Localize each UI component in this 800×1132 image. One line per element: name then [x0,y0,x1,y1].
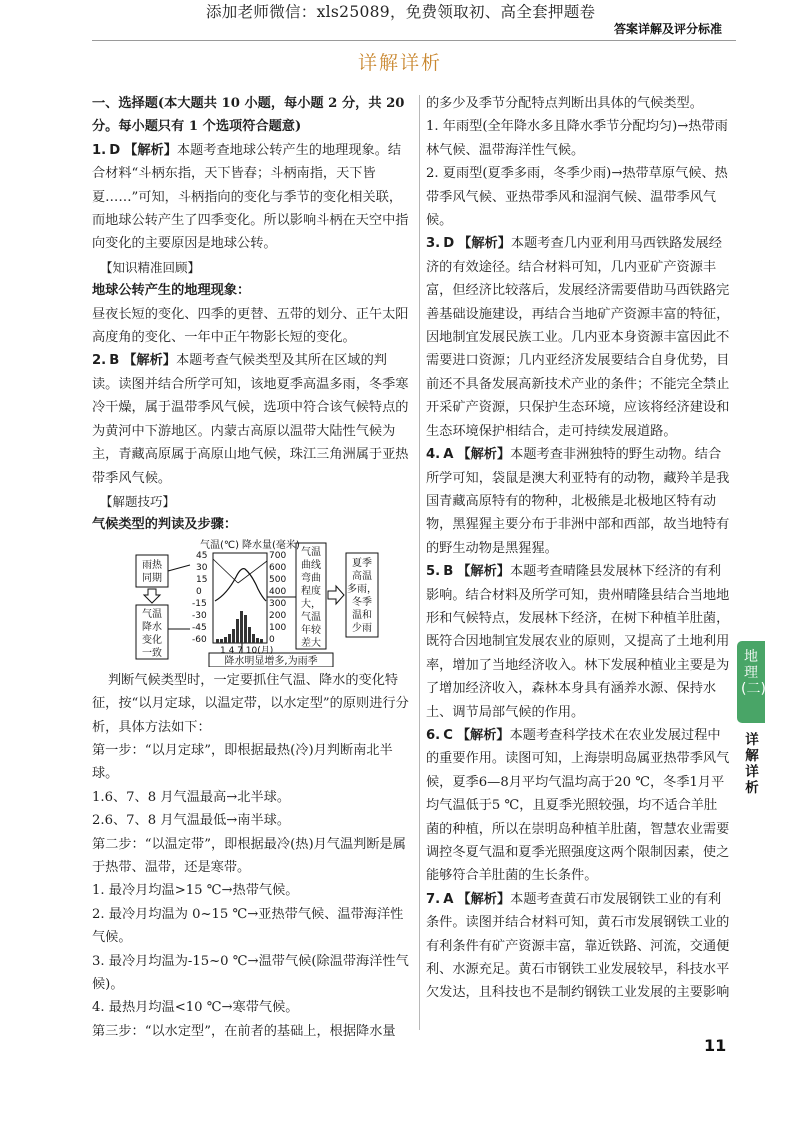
analysis-text: 本题考查地球公转产生的地理现象。结合材料“斗柄东指，天下皆春；斗柄南指，天下皆夏……”可知，斗柄指向的变化与季节的变化相关联，而地球公转产生了四季变化。所以影响斗柄在天空中指向变化的主要原因是地球公转。 [92,142,409,252]
analysis-tag: 【解析】 [458,236,511,252]
right-box-line: 少雨 [352,622,372,634]
right-column [426,92,730,1005]
temperature-axis-label: 气温(℃) [200,539,240,551]
left-box-2-line: 变化 [142,634,162,646]
analysis-text: 本题考查非洲独特的野生动物。结合所学可知，袋鼠是澳大利亚特有的动物，藏羚羊是我国青藏高原特有的物种，北极熊是北极地区特有动物，黑猩猩主要分布于非洲中部和西部，故当地特有的野生动物是黑猩猩。 [426,447,730,556]
mid-box-line: 年较 [301,624,321,636]
temp-tick: 0 [196,586,202,597]
precip-tick: 0 [269,634,275,645]
knowledge-text: 昼夜长短的变化、四季的更替、五带的划分、正午太阳高度角的变化、一年中正午物影长短的变化。 [92,306,409,346]
precip-tick: 100 [269,622,287,633]
rainy-season-label: 降水明显增多,为雨季 [224,655,318,667]
step-2: 第二步：“以温定带”，即根据最冷(热)月气温判断是属于热带、温带，还是寒带。 [92,836,406,875]
question-6 [426,724,730,888]
left-box-2-line: 气温 [142,608,162,620]
knowledge-title: 地球公转产生的地理现象： [92,283,251,299]
precip-tick: 500 [269,574,287,585]
answer-letter: A [443,891,454,907]
analysis-tag: 【解析】 [456,727,510,743]
question-2 [92,349,413,489]
temp-tick: 30 [196,562,208,573]
temp-tick: -60 [192,634,207,645]
subject-tab-label: 地理(二) [741,649,766,697]
rain-type-item: 1. 年雨型(全年降水多且降水季节分配均匀)→热带雨林气候、温带海洋性气候。 [426,119,728,158]
method-paragraph: 判断气候类型时，一定要抓住气温、降水的变化特征，按“以月定球，以温定带，以水定型”的原则进行分析，具体方法如下： [92,672,409,735]
mid-box-line: 气温 [301,611,321,623]
question-3 [426,232,730,443]
right-box-line: 高温 [352,570,372,582]
step-2-item: 3. 最冷月均温为-15~0 ℃→温带气候(除温带海洋性气候)。 [92,953,409,992]
answer-letter: D [109,142,121,158]
analysis-text: 本题考查黄石市发展钢铁工业的有利条件。读图并结合材料可知，黄石市发展钢铁工业的有利条件有矿产资源丰富，靠近铁路、河流，交通便利、水源充足。黄石市钢铁工业发展较早，科技水平欠发达，且科技也不是制约钢铁工业发展的主要影响 [426,891,730,1001]
continued-text: 的多少及季节分配特点判断出具体的气候类型。 [426,96,703,111]
right-box-line: 夏季 [352,557,372,569]
technique-heading: 【解题技巧】 [100,493,176,509]
question-4 [426,443,730,560]
technique-title: 气候类型的判读及步骤： [92,517,238,533]
question-number: 1. [92,142,107,158]
mid-box-line: 气温 [301,546,321,558]
question-number: 4. [426,447,441,463]
climate-steps-diagram [92,539,392,667]
temp-tick: 15 [196,574,208,585]
answer-letter: B [109,353,120,369]
question-7 [426,888,730,1005]
step-1-item: 2.6、7、8 月气温最低→南半球。 [92,813,291,829]
answer-letter: C [443,727,453,743]
analysis-text: 本题考查气候类型及其所在区域的判读。读图并结合所学可知，该地夏季高温多雨，冬季寒冷干燥，属于温带季风气候，选项中符合该气候特点的为黄河中下游地区。内蒙古高原以温带大陆性气候为主，青藏高原属于高原山地气候，珠江三角洲属于亚热带季风气候。 [92,353,409,486]
analysis-text: 本题考查几内亚利用马西铁路发展经济的有效途径。结合材料可知，几内亚矿产资源丰富，但经济比较落后，发展经济需要借助马西铁路完善基础设施建设，再结合当地矿产资源丰富的特征，因地制宜发展民族工业。几内亚本身资源丰富因此不需要进口资源；几内亚经济发展要结合自身优势，目前还不具备发展高新技术产业的条件；不能完全禁止开采矿产资源，只保护生态环境，应该将经济建设和生态环境保护相结合，走可持续发展道路。 [426,236,730,439]
left-box-2-line: 降水 [142,621,162,633]
answer-letter: B [443,564,454,580]
header-rule [92,40,736,41]
left-box-1-line: 雨热 [142,559,162,571]
knowledge-review-heading: 【知识精准回顾】 [100,259,201,275]
side-section-label: 详解详析 [745,732,759,796]
question-5 [426,560,730,724]
precip-tick: 300 [269,598,287,609]
header-right-title: 答案详解及评分标准 [613,22,722,36]
question-1 [92,139,413,256]
step-2-item: 4. 最热月均温<10 ℃→寒带气候。 [92,1000,299,1016]
mid-box-line: 弯曲 [301,572,321,584]
step-1: 第一步：“以月定球”，即根据最热(冷)月判断南北半球。 [92,742,393,782]
month-ticks: 1 4 7 10(月) [220,645,274,656]
analysis-tag: 【解析】 [457,447,511,463]
precip-tick: 600 [269,562,287,573]
step-2-item: 1. 最冷月均温>15 ℃→热带气候。 [92,883,299,899]
mid-box-line: 差大 [301,637,321,649]
right-box-line: 温和 [352,609,372,621]
precip-tick: 200 [269,610,287,621]
column-divider [419,95,420,1030]
right-box-line: 冬季 [352,596,372,608]
question-number: 2. [92,353,107,369]
subject-side-tab [737,641,765,723]
step-1-item: 1.6、7、8 月气温最高→北半球。 [92,789,291,805]
answer-letter: D [443,236,455,252]
analysis-tag: 【解析】 [124,142,177,158]
question-number: 5. [426,564,441,580]
precip-tick: 700 [269,550,287,561]
analysis-text: 本题考查科学技术在农业发展过程中的重要作用。读图可知，上海崇明岛属亚热带季风气候，夏季6—8月平均气温均高于20 ℃，冬季1月平均气温低于5 ℃，且夏季光照较强，均不适合羊肚菌的种植，所以在崇明岛种植羊肚菌，智慧农业需要调控冬夏气温和夏季光照强度这两个限制因素，使之能够符合羊肚菌的生长条件。 [426,727,730,884]
section-title: 一、选择题(本大题共 10 小题，每小题 2 分，共 20 分。每小题只有 1 个选项符合题意) [92,96,405,135]
answer-letter: A [443,447,454,463]
page-number: 11 [704,1036,727,1055]
step-2-item: 2. 最冷月均温为 0~15 ℃→亚热带气候、温带海洋性气候。 [92,906,404,946]
question-number: 3. [426,236,441,252]
climate-diagram-svg [92,539,392,667]
analysis-tag: 【解析】 [457,891,511,907]
page-title: 详解详析 [357,52,442,74]
temp-tick: 45 [196,550,208,561]
right-box-line: 多雨， [347,583,377,595]
left-box-2-line: 一致 [142,647,162,659]
temp-tick: -30 [192,610,207,621]
analysis-tag: 【解析】 [123,353,176,369]
temp-tick: -15 [192,598,207,609]
question-number: 6. [426,727,441,743]
rain-type-item: 2. 夏雨型(夏季多雨，冬季少雨)→热带草原气候、热带季风气候、亚热带季风和湿润气候、温带季风气候。 [426,166,728,229]
mid-box-line: 大， [301,598,321,610]
analysis-tag: 【解析】 [457,564,510,580]
watermark-text: 添加老师微信：xls25089，免费领取初、高全套押题卷 [206,3,596,21]
temp-tick: -45 [192,622,207,633]
precipitation-axis-label: 降水量(毫米) [242,539,300,551]
precip-tick: 400 [269,586,287,597]
question-number: 7. [426,891,441,907]
left-box-1-line: 同期 [142,572,162,584]
step-3: 第三步：“以水定型”，在前者的基础上，根据降水量 [92,1023,396,1039]
mid-box-line: 程度 [301,585,321,597]
left-column [92,92,413,1043]
analysis-text: 本题考查晴隆县发展林下经济的有利影响。结合材料及所学可知，贵州晴隆县结合当地地形和气候特点，发展林下经济，在树下种植羊肚菌，既符合因地制宜发展农业的原则，又提高了土地利用率，增加了当地经济收入。林下发展种植业主要是为了增加经济收入，森林本身具有涵养水源、保持水土、调节局部气候的作用。 [426,564,730,720]
mid-box-line: 曲线 [301,559,321,571]
